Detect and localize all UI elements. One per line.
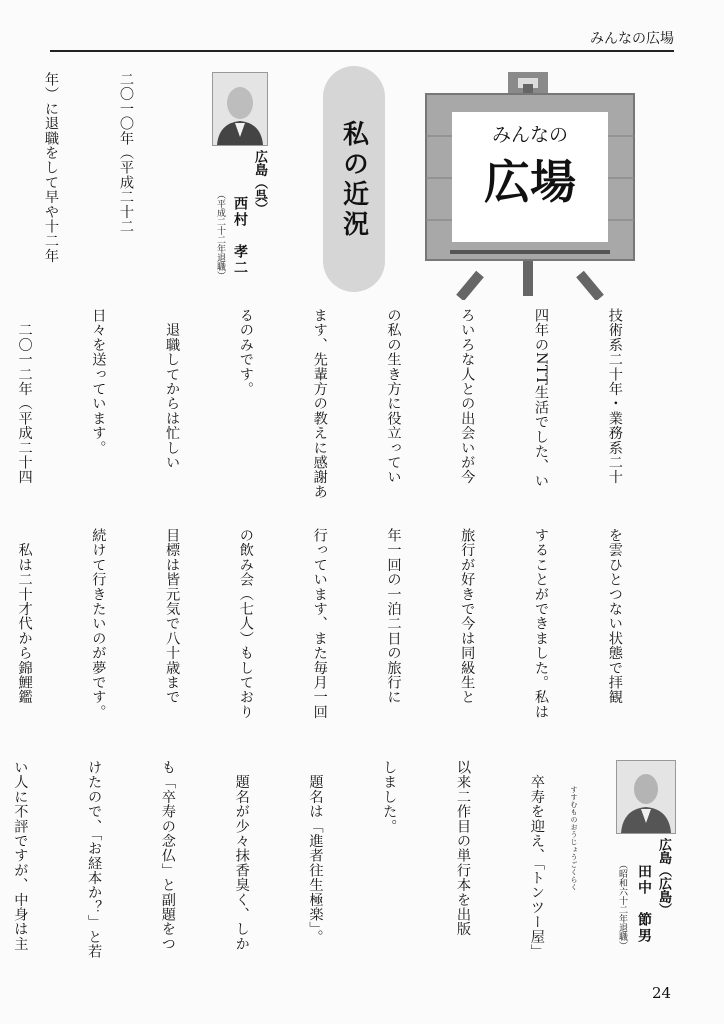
lower-b-line: 以来二作目の単行本を出版	[455, 760, 472, 937]
logo-line2: 広場	[484, 155, 576, 209]
upper-line: 二〇一〇年（平成二十二	[118, 72, 134, 234]
logo-line1: みんなの	[491, 124, 568, 146]
lower-b-line: しました。	[381, 760, 398, 834]
lower-a-line: 続けて行きたいのが夢です。	[90, 528, 107, 720]
ruby-reading: すすむものおうじょうごくらく	[570, 786, 578, 891]
lower-a-line: を雲ひとつない状態で拝観	[606, 528, 623, 705]
lower-a-line: 年一回の一泊二日の旅行に	[385, 528, 402, 705]
section-header: みんなの広場	[590, 31, 674, 47]
lower-b-line: 卒寿を迎え、「トンツー屋」	[528, 760, 545, 959]
author1-avatar	[212, 72, 268, 146]
author1-region: 広島（呉）	[252, 150, 267, 215]
page-number: 24	[652, 984, 672, 1002]
lower-b-line: 題名は「進者往生極楽」。	[307, 760, 324, 944]
lower-b-line: い人に不評ですが、中身は主	[12, 760, 29, 952]
author1-retired: （平成二十二年退職）	[215, 190, 225, 280]
lower-a-line: 私は二十才代から錦鯉鑑	[16, 528, 33, 705]
lower-b-line: けたので、「お経本か？」と若	[86, 760, 103, 959]
lower-text-block-b	[0, 760, 598, 974]
lower-b-line: も「卒寿の念仏」と副題をつ	[159, 760, 176, 952]
lower-a-line: の飲み会（七人）もしており	[237, 528, 254, 720]
lower-a-line: 目標は皆元気で八十歳まで	[164, 528, 181, 705]
mid-line: 四年のNTT生活でした、い	[533, 308, 550, 489]
author2-name: 田中 節男	[636, 864, 652, 944]
mid-line: 二〇一二年（平成二十四	[16, 308, 33, 485]
mid-line: の私の生き方に役立ってい	[385, 308, 402, 485]
mid-line: ます、先輩方の教えに感謝あ	[311, 308, 328, 500]
upper-line: 年）に退職をして早や十二年	[43, 72, 59, 264]
middle-text-block	[0, 308, 676, 522]
lower-a-line: 旅行が好きで今は同級生と	[459, 528, 476, 705]
author2-region: 広島（広島）	[656, 838, 671, 916]
author1-name: 西村 孝二	[232, 196, 248, 276]
lower-b-line: 題名が少々抹香臭く、しか	[233, 760, 250, 952]
page-title: 私の近況	[338, 120, 369, 240]
author2-avatar	[616, 760, 676, 834]
upper-text-block	[0, 72, 188, 286]
mid-line: 日々を送っています。	[90, 308, 107, 455]
lower-text-block-a	[0, 528, 676, 742]
mid-line: 退職してからは忙しい	[164, 308, 181, 470]
mid-line: 技術系二十年・業務系二十	[606, 308, 623, 485]
header-rule	[50, 50, 674, 52]
mid-line: るのみです。	[237, 308, 254, 397]
mid-line: ろいろな人との出会いが今	[459, 308, 476, 485]
author2-retired: （昭和六十二年退職）	[617, 860, 627, 950]
lower-a-line: することができました。私は	[533, 528, 550, 720]
lower-a-line: 行っています、また毎月一回	[311, 528, 328, 720]
